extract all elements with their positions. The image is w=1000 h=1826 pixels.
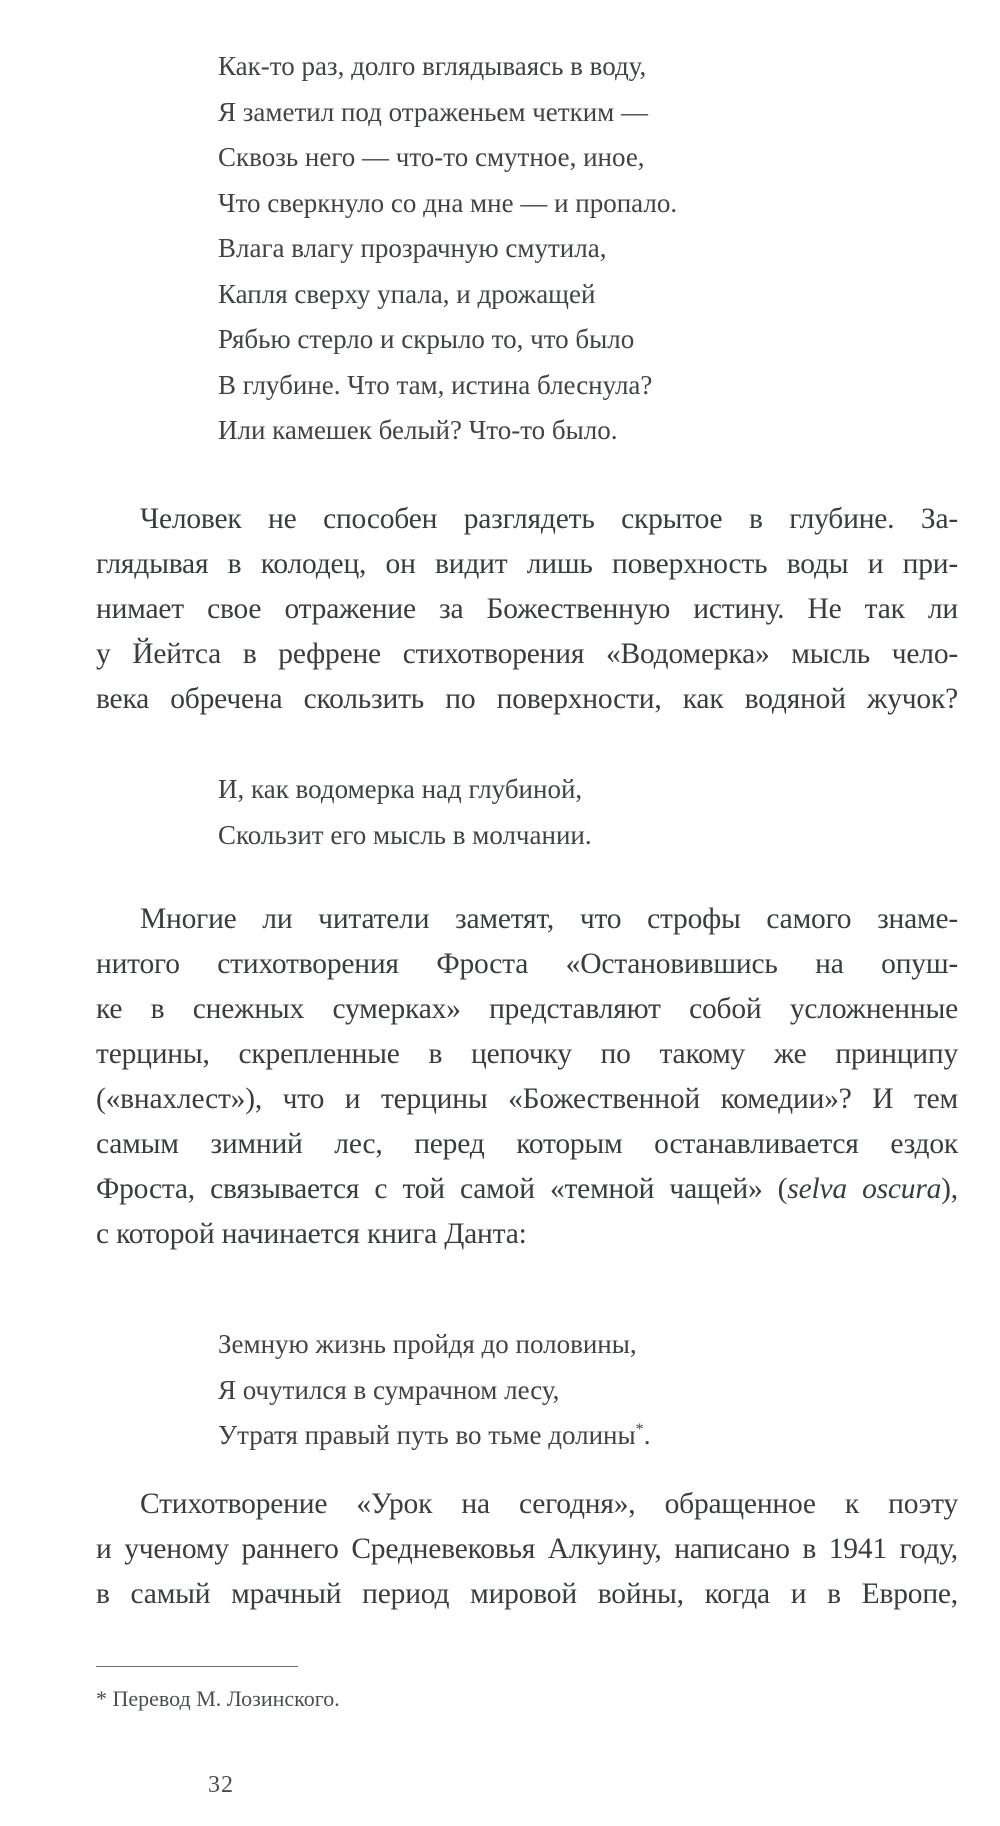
footnote-divider (96, 1666, 298, 1667)
text-segment: Фроста, связывается с той самой «темной чащей» ( (96, 1173, 788, 1205)
paragraph-line: Человек не способен разглядеть скрытое в глубине. За- (140, 503, 958, 535)
poem-stanza-water (218, 44, 677, 454)
poem-line: Я очутился в сумрачном лесу, (218, 1374, 560, 1405)
poem-line: Как-то раз, долго вглядываясь в воду, (218, 51, 647, 81)
paragraph-line: самым зимний лес, перед которым останавливается ездок (96, 1128, 958, 1160)
paragraph-line: Многие ли читатели заметят, что строфы самого знаме- (140, 903, 958, 935)
poem-line: Земную жизнь пройдя до половины, (218, 1329, 637, 1359)
paragraph-line-with-italic (96, 1167, 958, 1212)
paragraph-depth (96, 497, 958, 722)
poem-line: Я заметил под отраженьем четким — (218, 96, 648, 127)
paragraph-line: глядывая в колодец, он видит лишь поверхность воды и при- (96, 548, 958, 580)
paragraph-line: нимает свое отражение за Божественную истину. Не так ли (96, 593, 958, 625)
paragraph-frost (96, 897, 958, 1257)
text-segment: Утратя правый путь во тьме долины (218, 1420, 636, 1450)
poem-line: Рябью стерло и скрыло то, что было (218, 324, 635, 354)
footnote (96, 1686, 340, 1712)
paragraph-line: века обречена скользить по поверхности, как водяной жучок? (96, 683, 958, 715)
footnote-marker: * (96, 1686, 107, 1711)
italic-phrase: selva oscura (787, 1173, 942, 1205)
paragraph-line: у Йейтса в рефрене стихотворения «Водомерка» мысль чело- (96, 638, 958, 670)
paragraph-line: Стихотворение «Урок на сегодня», обращенное к поэту (140, 1488, 958, 1520)
paragraph-lesson (96, 1482, 958, 1617)
footnote-text: Перевод М. Лозинского. (112, 1686, 340, 1711)
paragraph-line: и ученому раннего Средневековья Алкуину, написано в 1941 году, (96, 1533, 958, 1565)
poem-line: Влага влагу прозрачную смутила, (218, 233, 607, 263)
poem-line: И, как водомерка над глубиной, (218, 774, 583, 804)
poem-line: Или камешек белый? Что-то было. (218, 415, 618, 445)
poem-stanza-waterstrider (218, 766, 592, 858)
paragraph-line: ке в снежных сумерках» представляют собой усложненные (96, 993, 958, 1025)
paragraph-line: терцины, скрепленные в цепочку по такому же принципу (96, 1038, 958, 1070)
text-segment: ), (941, 1173, 958, 1205)
paragraph-line: («внахлест»), что и терцины «Божественной комедии»? И тем (96, 1083, 958, 1115)
poem-line-with-footnote (218, 1413, 650, 1459)
poem-line: В глубине. Что там, истина блеснула? (218, 369, 653, 400)
page-number: 32 (208, 1772, 234, 1798)
text-segment: . (643, 1420, 651, 1450)
poem-line: Сквозь него — что-то смутное, иное, (218, 142, 645, 172)
paragraph-line: с которой начинается книга Данта: (96, 1218, 527, 1250)
poem-line: Что сверкнуло со дна мне — и пропало. (218, 187, 678, 218)
poem-stanza-dante (218, 1322, 650, 1459)
poem-line: Капля сверху упала, и дрожащей (218, 278, 596, 309)
poem-line: Скользит его мысль в молчании. (218, 820, 592, 850)
paragraph-line: нитого стихотворения Фроста «Остановившись на опуш- (96, 948, 958, 980)
paragraph-line: в самый мрачный период мировой войны, когда и в Европе, (96, 1578, 958, 1610)
footnote-marker[interactable]: * (635, 1420, 644, 1438)
